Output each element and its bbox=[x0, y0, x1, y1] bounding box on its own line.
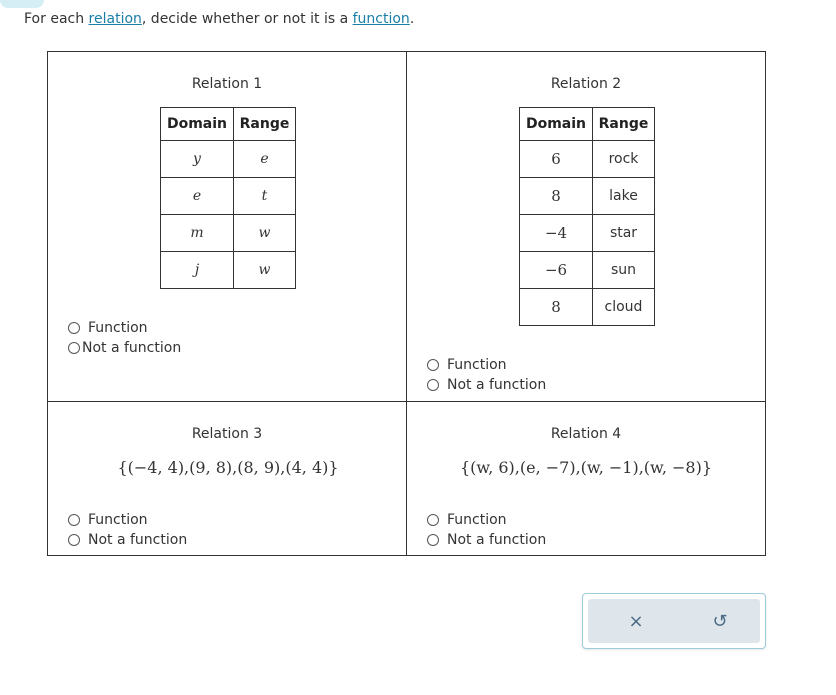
relation-3-options bbox=[68, 510, 187, 550]
top-tab-indicator bbox=[0, 0, 44, 8]
radio-label: Not a function bbox=[88, 532, 188, 548]
radio-circle[interactable] bbox=[68, 514, 80, 526]
relation-4-function-radio[interactable] bbox=[427, 510, 546, 530]
relation-1-table bbox=[160, 107, 296, 289]
relation-link[interactable]: relation bbox=[88, 11, 142, 27]
radio-circle[interactable] bbox=[427, 534, 439, 546]
undo-icon: ↺ bbox=[712, 610, 728, 632]
table-cell: sun bbox=[593, 252, 655, 289]
grid-vertical-divider bbox=[406, 52, 407, 555]
radio-label: Not a function bbox=[447, 377, 547, 393]
relation-2-title: Relation 2 bbox=[550, 76, 622, 92]
relation-3-not-function-radio[interactable] bbox=[68, 530, 187, 550]
relation-1-function-radio[interactable] bbox=[68, 318, 181, 338]
relation-3-function-radio[interactable] bbox=[68, 510, 187, 530]
radio-circle[interactable] bbox=[427, 359, 439, 371]
radio-circle[interactable] bbox=[68, 342, 80, 354]
grid-horizontal-divider bbox=[48, 401, 765, 402]
table-cell: 6 bbox=[520, 141, 593, 178]
radio-label: Function bbox=[88, 320, 148, 336]
table-cell: −4 bbox=[520, 215, 593, 252]
table-cell: cloud bbox=[593, 289, 655, 326]
relation-2-table bbox=[519, 107, 655, 326]
instructions bbox=[24, 11, 414, 27]
relation-4-title: Relation 4 bbox=[550, 426, 622, 442]
range-header: Range bbox=[234, 108, 296, 141]
table-cell: w bbox=[234, 252, 296, 289]
radio-label: Not a function bbox=[447, 532, 547, 548]
radio-label: Function bbox=[447, 512, 507, 528]
relation-1-title: Relation 1 bbox=[191, 76, 263, 92]
relation-1-options bbox=[68, 318, 181, 358]
function-link[interactable]: function bbox=[352, 11, 410, 27]
relation-3-set: {(−4, 4),(9, 8),(8, 9),(4, 4)} bbox=[117, 458, 339, 477]
relation-2-options bbox=[427, 355, 546, 395]
radio-circle[interactable] bbox=[68, 534, 80, 546]
clear-button[interactable] bbox=[606, 599, 666, 643]
close-icon: × bbox=[628, 610, 644, 632]
domain-header: Domain bbox=[520, 108, 593, 141]
reset-button[interactable] bbox=[690, 599, 750, 643]
table-cell: m bbox=[161, 215, 234, 252]
table-cell: t bbox=[234, 178, 296, 215]
relation-4-options bbox=[427, 510, 546, 550]
table-cell: e bbox=[161, 178, 234, 215]
table-cell: lake bbox=[593, 178, 655, 215]
table-cell: w bbox=[234, 215, 296, 252]
answer-action-panel bbox=[582, 593, 766, 649]
relation-1-not-function-radio[interactable] bbox=[68, 338, 181, 358]
relation-4-set: {(w, 6),(e, −7),(w, −1),(w, −8)} bbox=[459, 458, 713, 477]
radio-label: Not a function bbox=[82, 340, 182, 356]
prompt-middle: , decide whether or not it is a bbox=[141, 11, 353, 27]
radio-label: Function bbox=[88, 512, 148, 528]
prompt-prefix: For each bbox=[24, 11, 89, 27]
relation-3-title: Relation 3 bbox=[191, 426, 263, 442]
table-cell: 8 bbox=[520, 178, 593, 215]
relation-4-not-function-radio[interactable] bbox=[427, 530, 546, 550]
table-cell: rock bbox=[593, 141, 655, 178]
radio-label: Function bbox=[447, 357, 507, 373]
action-button-bar bbox=[588, 599, 760, 643]
table-cell: 8 bbox=[520, 289, 593, 326]
relations-grid bbox=[47, 51, 766, 556]
prompt-suffix: . bbox=[409, 11, 415, 27]
radio-circle[interactable] bbox=[68, 322, 80, 334]
table-cell: e bbox=[234, 141, 296, 178]
table-cell: j bbox=[161, 252, 234, 289]
relation-2-function-radio[interactable] bbox=[427, 355, 546, 375]
table-cell: star bbox=[593, 215, 655, 252]
range-header: Range bbox=[593, 108, 655, 141]
relation-2-not-function-radio[interactable] bbox=[427, 375, 546, 395]
table-cell: −6 bbox=[520, 252, 593, 289]
radio-circle[interactable] bbox=[427, 514, 439, 526]
table-cell: y bbox=[161, 141, 234, 178]
radio-circle[interactable] bbox=[427, 379, 439, 391]
domain-header: Domain bbox=[161, 108, 234, 141]
